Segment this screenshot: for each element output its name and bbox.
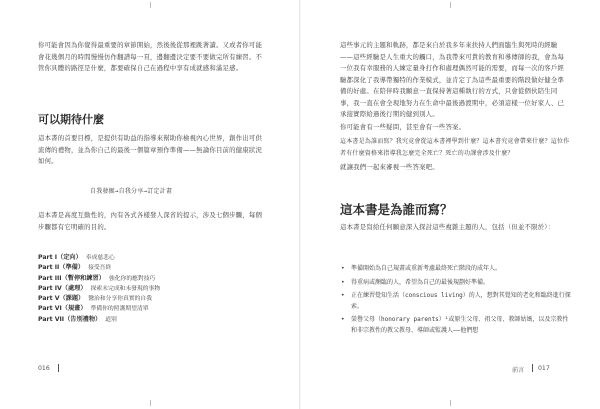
list-item: • 準備開始為自己規畫或重新考慮最終死亡階段的成年人。 <box>341 265 502 272</box>
section-heading-audience: 這本書是為誰而寫？ <box>340 202 453 217</box>
goal-paragraph: 這本書的首要目標，是提供有助益的指導來幫助你檢視內心世界，創作出可供流傳的禮物，並為你自己的最後一個篇章預作準備——無論你目前的健康狀況如何。 <box>38 134 263 165</box>
list-item: Part V（課題） 醫治和分享你真實的自我 <box>38 295 153 303</box>
intro-paragraph: 你可能會因為你覺得最重要的章節開始，然後後從那裡跳著讀。又或者你可能會花幾個月的時間慢慢仿作翻譜每一頁，邊翻邊決定要不要做完所有練習。不管你具體的路徑是什麼，都要確保自己在過程中享有成就感和滿足感。 <box>38 41 263 72</box>
answers-paragraph: 就讓我們一起來審視一些答案吧。 <box>340 163 439 171</box>
section-heading-expectations: 可以期待什麼 <box>38 113 104 126</box>
list-item: • 得重病或瀕臨的人，希望為自己的最後規劃好準備。 <box>341 278 490 286</box>
list-item: • 榮譽父母（honorary parents）¹或原生父母、祖父母、教師姑媽，以及宗教性和非宗教性的教父教母、導師或監護人——他們想 <box>341 316 569 334</box>
footer-rule <box>532 364 533 372</box>
crop-mark <box>450 400 451 406</box>
list-item: Part I（定向） 奉成慈悲心 <box>38 254 115 261</box>
parts-list <box>38 253 160 325</box>
list-item: Part VI（規畫） 準備你的照護期望清單 <box>38 305 149 313</box>
list-item: • 正在練習覺知生活（conscious living）的人，想對其覺知的老化和臨終進行探索。 <box>341 292 571 310</box>
audience-paragraph: 這本書是寫給任何願意深入探討這些複雜主題的人，包括（但並不限於）： <box>340 223 555 231</box>
interactive-paragraph: 這本書是高度互動性的，內有各式各樣發人深省的提示，涉及七個步驟，每個步驟都有它明確的目的。 <box>38 211 263 231</box>
process-flow-line: 自我發掘→自我分享→訂定計畫 <box>90 188 173 195</box>
page-number-left: 016 <box>38 365 50 372</box>
right-page <box>300 0 600 409</box>
background-paragraph: 這些事元的主題和軌跡，都是來自於我多年來扶持人們面臨生與死時的經驗——這些經驗是人生重大的觸口，為我帶來可貴的教育和導傳師的我，會為每一位我有幸服務的人練定量身打作和處理偶然可能的需要，而每一次的客戶經驗都深化了我導帶獨特的作業模式，並肯定了為這些最重要的階段做好健全準備的好處。在陪伴時我願意一直保持著這種執行的方式，只會從個伙陪生同事，我一直在會全現地努力在生命中最後過渡期中，必須這樣一位好家人、已承接實際給過後行期的健到別人。 <box>340 41 565 118</box>
running-head: 前言 <box>512 367 525 374</box>
list-item: Part VII（告別禮物） 道別 <box>38 315 117 323</box>
page-number-right: 017 <box>538 365 550 372</box>
questions-intro: 你可能會有一些疑問，甚至會有一些答案。 <box>340 123 466 131</box>
questions-paragraph: 這本書是為誰而寫？我究竟會從這本書裡學到什麼？這本書究竟會帶來什麼？這位作者有什麼資格來指導我怎麼完全死亡？死亡的功課會涉及什麼？ <box>340 138 570 157</box>
list-item: Part IV（處理） 探索未完成和未發現的事物 <box>38 284 161 292</box>
audience-list <box>341 264 571 339</box>
list-item: Part II（準備） 接受吾終 <box>38 264 112 272</box>
list-item: Part III（暫停和練習） 強化你的應對技巧 <box>38 274 156 282</box>
crop-mark <box>450 2 451 8</box>
crop-mark <box>150 2 151 8</box>
crop-mark <box>150 400 151 406</box>
footer-rule <box>58 364 59 372</box>
